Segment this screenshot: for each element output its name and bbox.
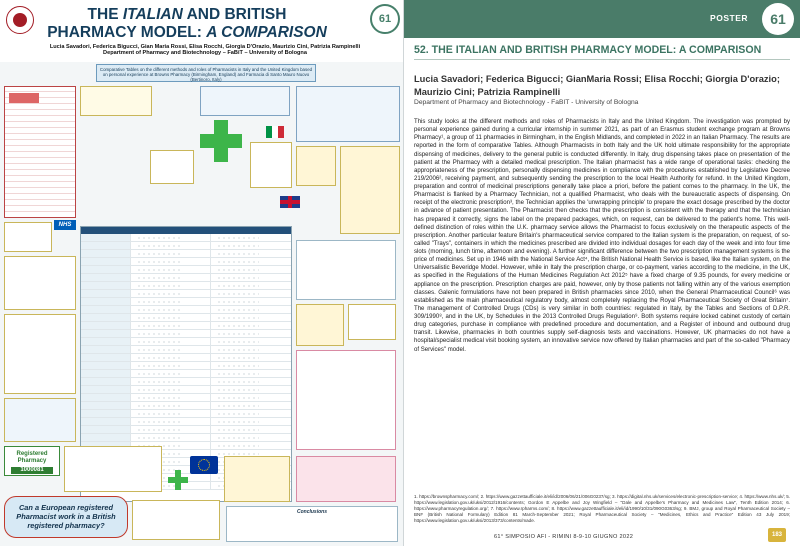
- poster-title: THE ITALIAN AND BRITISH PHARMACY MODEL: A COMPARISON: [47, 6, 327, 41]
- poster-right-image-box: [296, 240, 396, 300]
- poster-uk-process-box: [296, 86, 400, 142]
- eu-flag-icon: [190, 456, 218, 474]
- page-footer: 61° SIMPOSIO AFI - RIMINI 8-9-10 GIUGNO 2022: [494, 534, 634, 540]
- poster-conclusions-box: Conclusions: [226, 506, 398, 542]
- abstract-title: 52. THE ITALIAN AND BRITISH PHARMACY MODEL: A COMPARISON: [414, 44, 762, 56]
- poster-question-bubble: Can a European registered Pharmacist work in a British registered pharmacy?: [4, 496, 128, 538]
- poster-directive-box: [224, 456, 290, 502]
- prescription-form-image: [4, 86, 76, 218]
- poster-controlled-drugs-box: [64, 446, 162, 492]
- poster-law-box: [80, 86, 152, 116]
- uk-flag-icon: [280, 196, 300, 208]
- abstract-body: This study looks at the different methods and roles of Pharmacists in Italy and the United Kingdom. The investigation was prompted by personal experience gained during a curricular internship in summer 2021, as part of an Erasmus student exchange program at Browns Pharmacy¹, a group of 11 pharmacies in Birmingham, in the English Midlands, and completed in 2022 in an Italian Pharmacy. The results are reported in the form of comparative Tables. Although Pharmacists in both Italy and the UK hold ultimate responsibility for the appropriate dispensing of medicines, delivery to the general public is conducted differently. In Italy, drug dispensing takes place on presentation of the patient at the Pharmacy with a detailed medical prescription. The Italian pharmacist has a wide range of operational tasks: checking the appropriateness of the prescription, personally dispensing medicines in compliance with the procedures established by Legislative Decree 219/2006², receiving payment, and subsequently sending the prescription to the local Health Authority for refund. In the United Kingdom, preparation and control of medicinal prescriptions generally take place a priori, before the patient comes to the pharmacy. In the UK, the Pharmacist is flanked by a Pharmacy Technician, not a qualified Pharmacist, who deals with the bureaucratic aspects of dispensing. On receipt of the electronic prescription³, the Technician applies the 'unwrapping principle' to prepare the exact dosage prescribed by the doctor in advance of patient presentation. The Pharmacist then checks that the prescription is consistent with the therapy and that the technician has prepared it correctly, signs the label on the prepared packages, which, on request, can be delivered to the patient's home. This well-defined distinction of roles within the U.K. pharmacy service allows the Pharmacist to focus exclusively on the therapeutic aspects of the prescription. Another particular feature Britain's pharmaceutical service compared to the Italian system is the preparation, on request, of so-called "Trays", containers in which the medicines prescribed are divided into individual dosages for each day of the week and into four time slots (morning, lunch time, afternoon and evening). A further significant difference between the two prescription management systems is the price of medicines. Set up in 1946 with the National Service Act⁴, the British National Health Service is based, like the Italian system, on the Universalistic Beveridge Model. However, while in Italy the prescription charge, or co-payment, varies according to the medicine, in the UK, as specified in the Regulations of the Human Medicines Regulation Act 2012⁵ have a fixed charge of 9.35 pounds, for every medicine or appliance on the prescription. Prescription charges are paid, however, only by those patients not falling within any of the various exemption classes. Galenic formulations have not been prepared in British pharmacies since 2010, when the General Pharmaceutical Council⁶ was established as the main pharmaceutical regulatory body, almost completely replacing the Royal Pharmaceutical Society of Great Britain⁷. The management of Controlled Drugs (CDs) is very similar in both countries: regulated in Italy, by the Tables and Sections of D.P.R. 309/1990⁸, and in the UK, by Schedules in the 2013 Controlled Drugs Regulation⁹. Both systems require locked cabinet custody of certain drug categories, purchase in compliance with predefined procedure and documentation, and a Register of inbound and outbound drug transit. Likewise, pharmacies in both countries supply self-diagnosis tests and vaccinations. However, UK pharmacies do not have a hospital/specialist medical visit booking system, an innovative service now offered by Italian pharmacies and part of the so-called "Pharmacy of Services" model.: [414, 119, 790, 353]
- afi-61-logo-icon: 61: [762, 3, 794, 35]
- poster-prescription-list-box: [250, 142, 292, 188]
- poster-authors: Lucia Savadori, Federica Bigucci, Gian Maria Rossi, Elisa Rocchi, Giorgia D'Orazio, Maurizio Cini, Patrizia Rampinelli Department of Pharmacy and Biotechnology – FaBiT – University of Bologna: [49, 44, 361, 57]
- abstract-page: [404, 0, 800, 546]
- nhs-logo: NHS: [54, 220, 76, 230]
- university-seal-icon: [6, 6, 34, 34]
- poster-bottom-box: [132, 500, 220, 540]
- poster-medicine-image: [348, 304, 396, 340]
- page-number: 183: [768, 528, 786, 542]
- small-pharmacy-cross-icon: [168, 470, 188, 490]
- section-label: POSTER: [710, 13, 748, 23]
- poster-trays-box: [296, 146, 336, 186]
- poster-pharmacist-box: [4, 314, 76, 394]
- title-divider: [414, 59, 790, 60]
- abstract-department: Department of Pharmacy and Biotechnology - FaBIT - University of Bologna: [414, 99, 639, 106]
- poster-nhs-box: [4, 222, 52, 252]
- poster-yellow-note: [296, 304, 344, 346]
- poster-intro-box: Comparative Tables on the different methods and roles of Pharmacists in Italy and the United Kingdom based on personal experience at Browns Pharmacy (Birmingham, England) and Farmacia di Santo Mauro Nuovo (Bertinoro, Italy): [96, 64, 316, 82]
- pharmacy-cross-icon: [200, 120, 242, 162]
- poster-pink-box: [296, 456, 396, 502]
- header-band: [404, 0, 800, 38]
- registered-pharmacy-badge: Registered Pharmacy 1000081: [4, 446, 60, 476]
- poster-uk-tray-box: [340, 146, 400, 234]
- abstract-references: 1. https://brownspharmacy.com/; 2. https://www.gazzettaufficiale.it/eli/id/2006/06/21/006G0237/sg; 3. https://digital.nhs.uk/services/electronic-prescription-service; 4. https://www.nhs.uk/; 5. https://www.legislation.gov.uk/uksi/2012/1916/contents; Gordon E Appelbe and Joy Wingfield – "Dale and Appelbe's Pharmacy and Medicines Law", Tenth Edition 2014; 6. https://www.pharmacyregulation.org/; 7. https://www.rpharms.com/; 8. https://www.gazzettaufficiale.it/eli/id/1990/10/31/090G0363/sg; 9. BMJ, group and Royal Pharmaceutical Society – BNF (British National Formulary) Edition 81 March-September 2021; Royal Pharmaceutical Society – "Medicines, Ethics and Practice" Edition 43 July 2019; https://www.legislation.gov.uk/uksi/2013/373/contents/made.: [414, 494, 790, 524]
- poster-patient-box: [296, 350, 396, 450]
- poster-header: [0, 0, 404, 62]
- poster-dispensing-box: [200, 86, 290, 116]
- abstract-authors: Lucia Savadori; Federica Bigucci; GianMaria Rossi; Elisa Rocchi; Giorgia D'orazio; Maurizio Cini; Patrizia Rampinelli: [414, 74, 780, 97]
- poster-afi-logo-icon: 61: [370, 4, 400, 34]
- poster-procedures-box: [150, 150, 194, 184]
- italy-flag-icon: [266, 126, 284, 138]
- poster-non-medicinal-box: [4, 256, 76, 310]
- poster-note-box: [4, 398, 76, 442]
